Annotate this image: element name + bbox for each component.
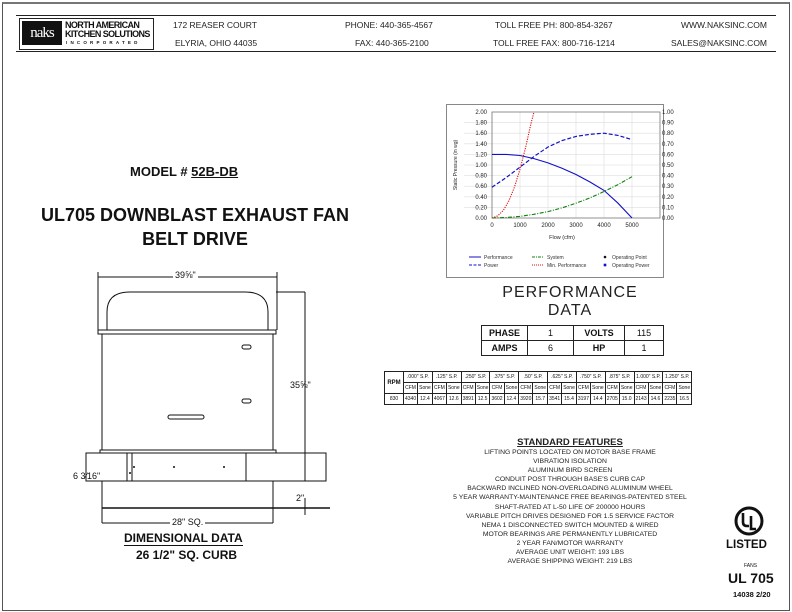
svg-text:0: 0 — [490, 223, 494, 229]
spec-value: 1 — [625, 341, 664, 356]
feature-item: MOTOR BEARINGS ARE PERMANENTLY LUBRICATED — [482, 530, 658, 538]
electrical-specs-table — [481, 325, 664, 356]
spec-label: AMPS — [482, 341, 528, 356]
svg-text:1.60: 1.60 — [475, 131, 487, 138]
cfm-header: CFM — [634, 383, 648, 394]
sone-header: Sone — [475, 383, 490, 394]
logo-line2: KITCHEN SOLUTIONS — [65, 29, 150, 39]
dimensional-data-title: DIMENSIONAL DATA — [124, 531, 243, 545]
svg-text:0.10: 0.10 — [662, 205, 674, 212]
features-title: STANDARD FEATURES — [517, 437, 623, 448]
curb-size: 26 1/2" SQ. CURB — [136, 548, 238, 562]
sone-header: Sone — [591, 383, 606, 394]
address-line1: 172 REASER COURT — [173, 20, 257, 30]
model-value: 52B-DB — [191, 164, 239, 179]
header-rule-top — [16, 15, 776, 16]
sone-header: Sone — [533, 383, 548, 394]
toll-free-phone: TOLL FREE PH: 800-854-3267 — [495, 20, 613, 30]
svg-text:Min. Performance: Min. Performance — [547, 263, 587, 269]
svg-text:Operating Point: Operating Point — [612, 255, 647, 261]
cfm-value: 3602 — [490, 394, 504, 405]
cfm-value: 2705 — [605, 394, 619, 405]
svg-text:0.70: 0.70 — [662, 141, 674, 148]
performance-title — [470, 284, 670, 320]
svg-text:System: System — [547, 255, 564, 261]
standard-features — [430, 437, 710, 566]
pressure-header: .000" S.P. — [404, 372, 433, 383]
fan-dimension-drawing — [60, 270, 330, 530]
chart-plot — [447, 105, 674, 277]
cfm-value: 3891 — [461, 394, 475, 405]
svg-text:Performance: Performance — [484, 255, 513, 261]
svg-text:4000: 4000 — [597, 223, 611, 229]
feature-item: 2 YEAR FAN/MOTOR WARRANTY — [516, 539, 624, 547]
logo-line1: NORTH AMERICAN — [65, 20, 140, 30]
email-link[interactable]: SALES@NAKSINC.COM — [671, 38, 768, 48]
performance-table — [384, 371, 692, 405]
svg-text:0.20: 0.20 — [475, 205, 487, 212]
spec-value: 115 — [625, 326, 664, 341]
sone-header: Sone — [562, 383, 577, 394]
svg-text:2.00: 2.00 — [475, 110, 487, 116]
sone-value: 12.6 — [446, 394, 461, 405]
svg-text:0.20: 0.20 — [662, 194, 674, 201]
rpm-header: RPM — [385, 372, 404, 394]
pressure-header: .50" S.P. — [519, 372, 548, 383]
listed-label: LISTED — [726, 539, 767, 551]
feature-item: VIBRATION ISOLATION — [533, 458, 607, 466]
pressure-header: .625" S.P. — [548, 372, 577, 383]
logo-line3: INCORPORATED — [66, 40, 141, 45]
header-rule-bottom — [16, 51, 776, 52]
pressure-header: 1.000" S.P. — [634, 372, 663, 383]
svg-text:0.30: 0.30 — [662, 184, 674, 191]
svg-text:0.40: 0.40 — [662, 173, 674, 180]
pressure-header: 1.250" S.P. — [663, 372, 692, 383]
sone-header: Sone — [677, 383, 692, 394]
feature-item: CONDUIT POST THROUGH BASE'S CURB CAP — [494, 476, 646, 484]
sone-header: Sone — [504, 383, 519, 394]
spec-value: 1 — [528, 326, 574, 341]
toll-free-fax: TOLL FREE FAX: 800-716-1214 — [493, 38, 615, 48]
ul-listed-icon — [734, 505, 764, 537]
cfm-header: CFM — [432, 383, 446, 394]
svg-text:5000: 5000 — [625, 223, 639, 229]
table-header-row — [385, 372, 692, 383]
spec-label: PHASE — [482, 326, 528, 341]
feature-item: AVERAGE UNIT WEIGHT: 193 LBS — [515, 549, 625, 557]
feature-item: NEMA 1 DISCONNECTED SWITCH MOUNTED & WIRED — [481, 521, 659, 529]
cfm-value: 2143 — [634, 394, 648, 405]
feature-item: 5 YEAR WARRANTY-MAINTENANCE FREE BEARINGS-PATENTED STEEL — [453, 494, 687, 502]
svg-text:0.80: 0.80 — [475, 173, 487, 180]
svg-text:0.60: 0.60 — [475, 184, 487, 191]
sone-value: 16.5 — [677, 394, 692, 405]
performance-title-line2: DATA — [547, 302, 593, 319]
table-row — [385, 394, 692, 405]
feature-item: AVERAGE SHIPPING WEIGHT: 219 LBS — [507, 558, 633, 566]
svg-text:0.00: 0.00 — [662, 216, 674, 222]
cfm-header: CFM — [548, 383, 562, 394]
company-logo — [19, 18, 154, 50]
pressure-header: .250" S.P. — [461, 372, 490, 383]
svg-text:1.20: 1.20 — [475, 152, 487, 159]
document-number: 14038 2/20 — [733, 590, 771, 599]
fax: FAX: 440-365-2100 — [355, 38, 429, 48]
svg-text:1.00: 1.00 — [475, 163, 487, 169]
cert-category: FANS — [744, 563, 758, 569]
svg-text:1.40: 1.40 — [475, 141, 487, 148]
feature-item: SHAFT-RATED AT L-50 LIFE OF 200000 HOURS — [494, 503, 646, 511]
sone-value: 12.5 — [475, 394, 490, 405]
performance-chart — [446, 104, 674, 278]
sone-value: 12.4 — [418, 394, 433, 405]
sone-value: 15.0 — [619, 394, 634, 405]
svg-text:Static Pressure (in wg): Static Pressure (in wg) — [453, 139, 459, 191]
spec-label: HP — [574, 341, 625, 356]
feature-item: VARIABLE PITCH DRIVES DESIGNED FOR 1.5 SERVICE FACTOR — [465, 512, 675, 520]
spec-value: 6 — [528, 341, 574, 356]
table-subheader-row — [385, 383, 692, 394]
dim-base-width: 28" SQ. — [172, 517, 204, 527]
cfm-value: 4067 — [432, 394, 446, 405]
dim-base-offset: 2" — [296, 493, 305, 503]
cfm-header: CFM — [461, 383, 475, 394]
cfm-header: CFM — [490, 383, 504, 394]
cfm-header: CFM — [404, 383, 418, 394]
dim-height: 35⅝" — [290, 380, 311, 390]
svg-text:0.50: 0.50 — [662, 163, 674, 169]
sone-header: Sone — [418, 383, 433, 394]
sone-value: 15.7 — [533, 394, 548, 405]
svg-text:Flow (cfm): Flow (cfm) — [549, 235, 575, 241]
cfm-header: CFM — [605, 383, 619, 394]
svg-text:Power: Power — [484, 263, 499, 269]
website-link[interactable]: WWW.NAKSINC.COM — [681, 20, 767, 30]
svg-text:0.60: 0.60 — [662, 152, 674, 159]
svg-text:2000: 2000 — [541, 223, 555, 229]
sone-value: 14.6 — [648, 394, 663, 405]
svg-text:0.80: 0.80 — [662, 131, 674, 138]
sone-value: 12.4 — [504, 394, 519, 405]
cfm-value: 3541 — [548, 394, 562, 405]
cfm-value: 3920 — [519, 394, 533, 405]
sone-header: Sone — [619, 383, 634, 394]
svg-text:0.00: 0.00 — [475, 216, 487, 222]
cfm-value: 4340 — [404, 394, 418, 405]
product-title: UL705 DOWNBLAST EXHAUST FAN — [40, 205, 350, 225]
sone-header: Sone — [648, 383, 663, 394]
pressure-header: .375" S.P. — [490, 372, 519, 383]
sone-header: Sone — [446, 383, 461, 394]
phone: PHONE: 440-365-4567 — [345, 20, 433, 30]
cfm-value: 3197 — [576, 394, 590, 405]
feature-item: LIFTING POINTS LOCATED ON MOTOR BASE FRAME — [484, 449, 656, 456]
performance-title-line1: PERFORMANCE — [502, 284, 638, 301]
feature-item: BACKWARD INCLINED NON-OVERLOADING ALUMINUM WHEEL — [467, 485, 673, 493]
product-subtitle: BELT DRIVE — [142, 229, 248, 249]
svg-text:Operating Power: Operating Power — [612, 263, 650, 269]
svg-text:1.80: 1.80 — [475, 120, 487, 127]
specs-row — [482, 341, 664, 356]
cfm-header: CFM — [663, 383, 677, 394]
feature-item: ALUMINUM BIRD SCREEN — [527, 467, 613, 475]
model-label: MODEL # — [130, 164, 192, 179]
sone-value: 15.4 — [562, 394, 577, 405]
cfm-header: CFM — [519, 383, 533, 394]
logo-mark: naks — [22, 21, 62, 45]
svg-text:1000: 1000 — [513, 223, 527, 229]
cert-standard: UL 705 — [728, 570, 774, 586]
svg-text:3000: 3000 — [569, 223, 583, 229]
spec-label: VOLTS — [574, 326, 625, 341]
svg-text:0.90: 0.90 — [662, 120, 674, 127]
address-line2: ELYRIA, OHIO 44035 — [175, 38, 258, 48]
specs-row — [482, 326, 664, 341]
model-number — [130, 164, 238, 179]
pressure-header: .125" S.P. — [432, 372, 461, 383]
dim-curb-height: 6 3⁄16" — [73, 471, 101, 481]
pressure-header: .875" S.P. — [605, 372, 634, 383]
pressure-header: .750" S.P. — [576, 372, 605, 383]
sone-value: 14.4 — [591, 394, 606, 405]
cfm-value: 2235 — [663, 394, 677, 405]
dim-top-width: 39⅝" — [175, 270, 196, 280]
rpm-value: 830 — [385, 394, 404, 405]
cfm-header: CFM — [576, 383, 590, 394]
svg-text:1.00: 1.00 — [662, 110, 674, 116]
svg-text:0.40: 0.40 — [475, 194, 487, 201]
